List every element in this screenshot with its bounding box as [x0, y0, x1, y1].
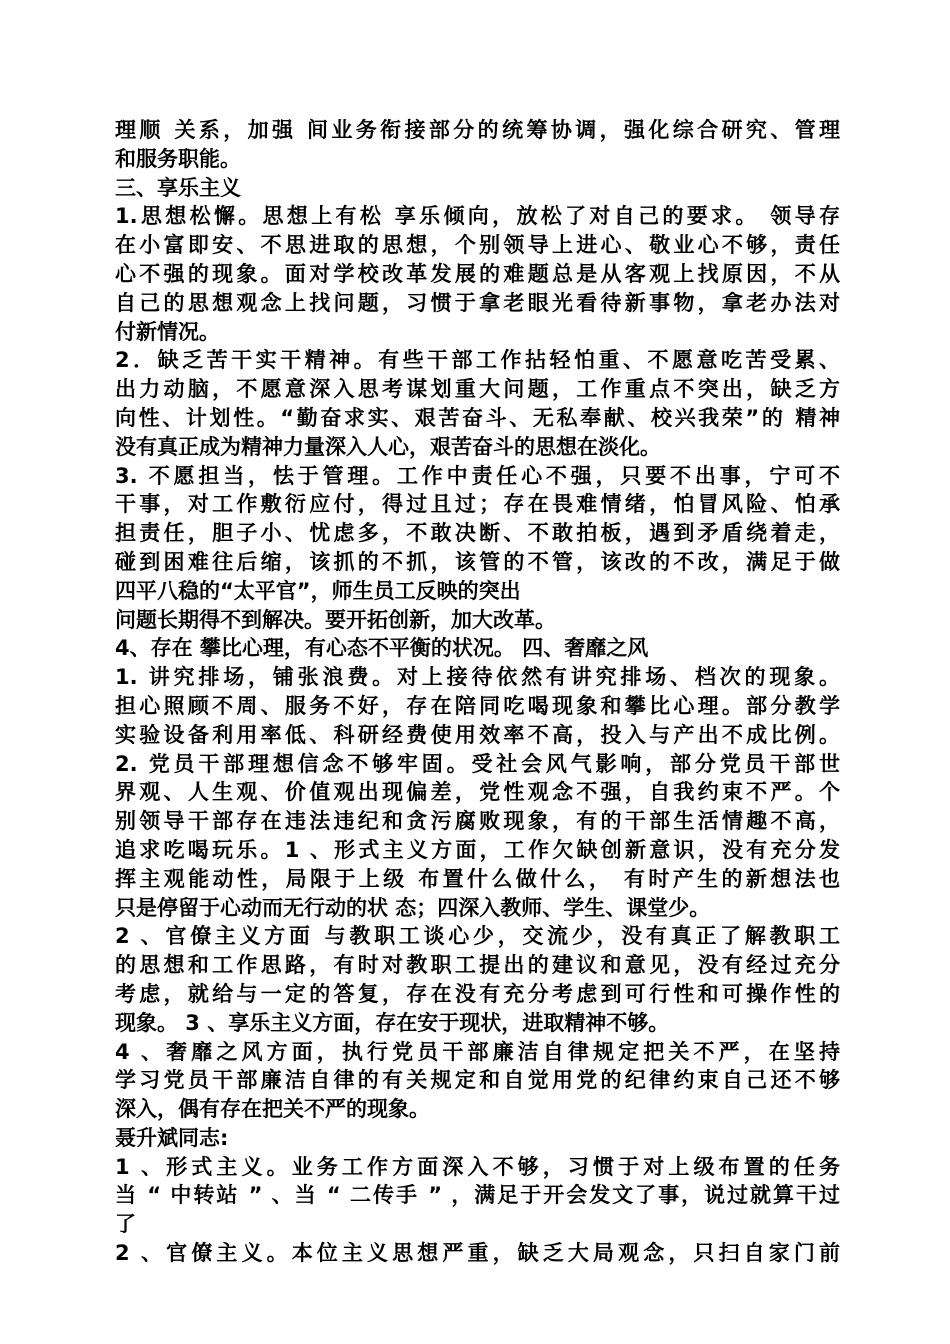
text-line: 付新情况。 — [115, 319, 220, 344]
text-line: 深入，偶有存在把关不严的现象。 — [115, 1097, 430, 1122]
text-line: 实验设备利用率低、科研经费使用效率不高，投入与产出不成比例。 — [115, 722, 840, 747]
text-line: 现象。 3 、享乐主义方面，存在安于现状，进取精神不够。 — [115, 1010, 670, 1035]
text-line: 追求吃喝玩乐。1 、形式主义方面，工作欠缺创新意识，没有充分发 — [115, 837, 840, 862]
text-line: 向性、计划性。“勤奋求实、艰苦奋斗、无私奉献、校兴我荣”的 精神 — [115, 405, 840, 430]
text-line: 1 、形式主义。业务工作方面深入不够，习惯于对上级布置的任务 — [115, 1154, 840, 1179]
text-line: 界观、人生观、价值观出现偏差，党性观念不强，自我约束不严。个 — [115, 780, 840, 805]
text-line: 担责任，胆子小、忧虑多，不敢决断、不敢拍板，遇到矛盾绕着走， — [115, 521, 840, 546]
text-line: 干事，对工作敷衍应付，得过且过；存在畏难情绪，怕冒风险、怕承 — [115, 492, 840, 517]
text-line: 1.思想松懈。思想上有松 享乐倾向，放松了对自己的要求。 领导存 — [115, 204, 840, 229]
text-line: 2 、官僚主义方面 与教职工谈心少，交流少，没有真正了解教职工 — [115, 924, 840, 949]
text-line: 4、存在 攀比心理，有心态不平衡的状况。 四、奢靡之风 — [115, 636, 649, 661]
text-line: 2. 党员干部理想信念不够牢固。受社会风气影响，部分党员干部世 — [115, 751, 840, 776]
document-body — [115, 116, 840, 1268]
text-line: 4 、奢靡之风方面，执行党员干部廉洁自律规定把关不严，在坚持 — [115, 1039, 840, 1064]
text-line: 出力动脑，不愿意深入思考谋划重大问题，工作重点不突出，缺乏方 — [115, 377, 840, 402]
text-line: 担心照顾不周、服务不好，存在陪同吃喝现象和攀比心理。部分教学 — [115, 693, 840, 718]
text-line: 3. 不愿担当，怯于管理。工作中责任心不强，只要不出事，宁可不 — [115, 463, 840, 488]
text-line: 在小富即安、不思进取的思想，个别领导上进心、敬业心不够，责任 — [115, 233, 840, 258]
text-line: 当 “ 中转站 ” 、当 “ 二传手 ” ，满足于开会发文了事，说过就算干过 — [115, 1183, 840, 1208]
text-line: 碰到困难往后缩，该抓的不抓，该管的不管，该改的不改，满足于做 — [115, 549, 840, 574]
text-line: 学习党员干部廉洁自律的有关规定和自觉用党的纪律约束自己还不够 — [115, 1068, 840, 1093]
text-line: 和服务职能。 — [115, 146, 241, 171]
text-line: 理顺 关系，加强 间业务衔接部分的统筹协调，强化综合研究、管理 — [115, 118, 840, 142]
text-line: 了 — [115, 1212, 136, 1237]
text-line: 2 、官僚主义。本位主义思想严重，缺乏大局观念，只扫自家门前 — [115, 1241, 840, 1266]
text-line: 挥主观能动性，局限于上级 布置什么做什么， 有时产生的新想法也 — [115, 866, 840, 891]
text-line: 聂升斌同志: — [115, 1125, 229, 1150]
text-line: 没有真正成为精神力量深入人心，艰苦奋斗的思想在淡化。 — [115, 434, 661, 459]
text-line: 问题长期得不到解决。要开拓创新，加大改革。 — [115, 607, 556, 632]
text-line: 考虑，就给与一定的答复，存在没有充分考虑到可行性和可操作性的 — [115, 981, 840, 1006]
text-line: 心不强的现象。面对学校改革发展的难题总是从客观上找原因，不从 — [115, 261, 840, 286]
text-line: 自己的思想观念上找问题，习惯于拿老眼光看待新事物，拿老办法对 — [115, 290, 840, 315]
text-line: 的思想和工作思路，有时对教职工提出的建议和意见，没有经过充分 — [115, 953, 840, 978]
text-line: 只是停留于心动而无行动的状 态；四深入教师、学生、课堂少。 — [115, 895, 711, 920]
text-line: 四平八稳的“太平官”，师生员工反映的突出 — [115, 578, 521, 603]
text-line: 1. 讲究排场，铺张浪费。对上接待依然有讲究排场、档次的现象。 — [115, 665, 840, 690]
text-line: 别领导干部存在违法违纪和贪污腐败现象，有的干部生活情趣不高， — [115, 809, 840, 834]
text-line: 2．缺乏苦干实干精神。有些干部工作拈轻怕重、不愿意吃苦受累、 — [115, 348, 840, 373]
text-line: 三、享乐主义 — [115, 175, 241, 200]
